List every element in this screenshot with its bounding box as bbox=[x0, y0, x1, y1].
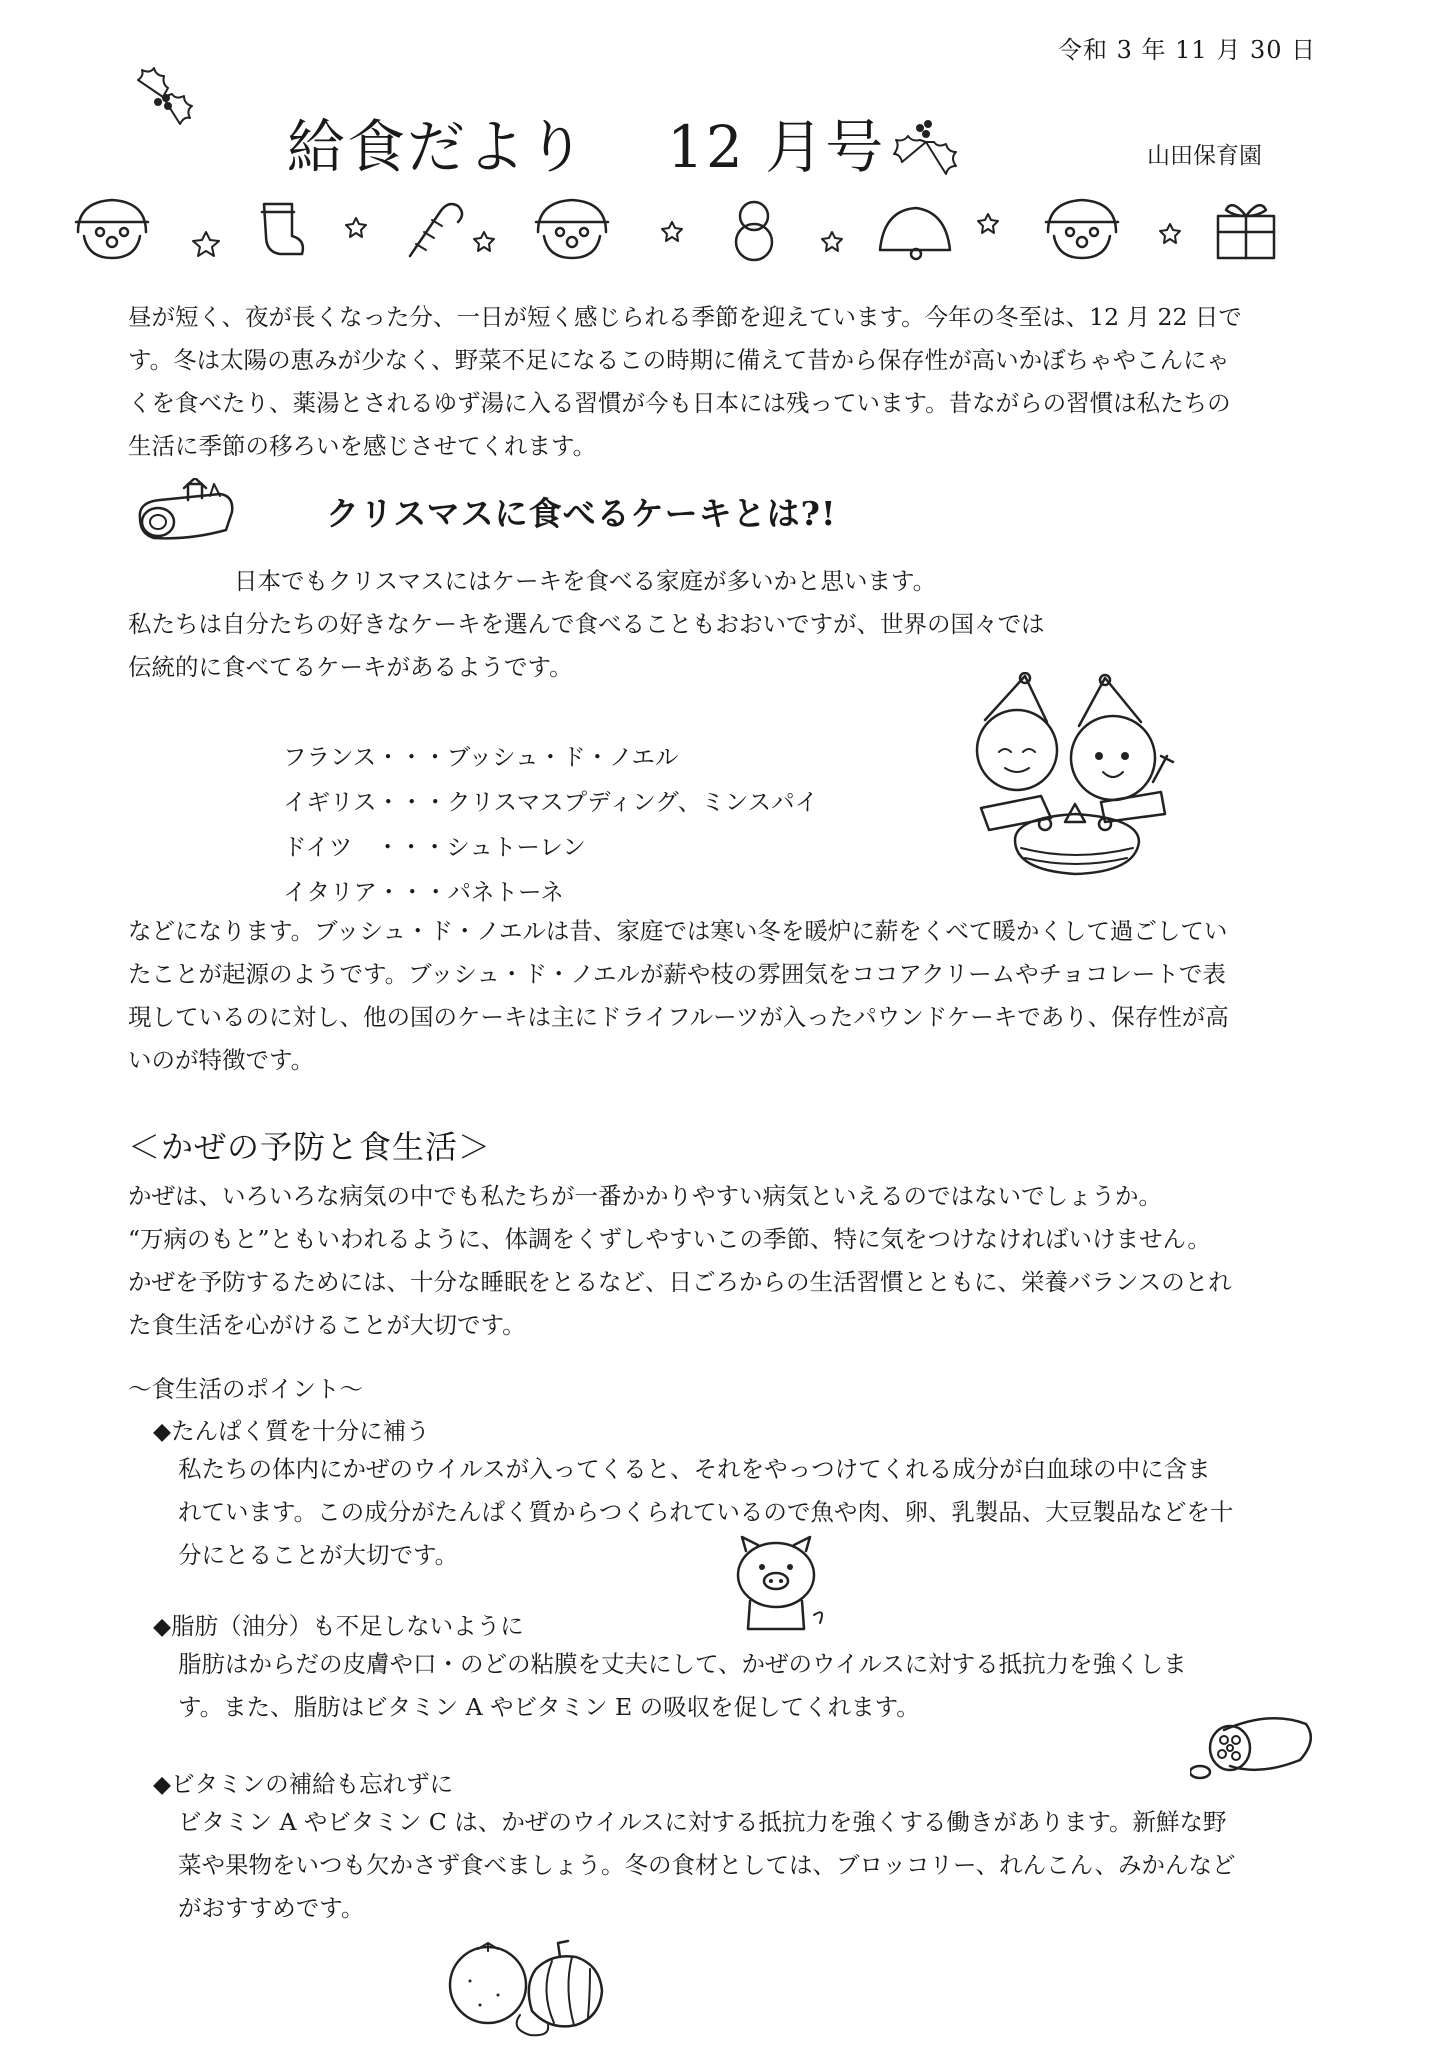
bell-icon bbox=[880, 208, 950, 259]
point-heading-vitamin: ◆ビタミンの補給も忘れずに bbox=[153, 1770, 454, 1798]
star-icon bbox=[822, 232, 842, 251]
lotus-root-illustration bbox=[1190, 1710, 1320, 1790]
star-icon bbox=[346, 218, 366, 237]
cold-section-heading: ＜かぜの予防と食生活＞ bbox=[128, 1128, 492, 1166]
santa-icon bbox=[1046, 200, 1118, 258]
list-item: イタリア・・・パネトーネ bbox=[283, 878, 564, 906]
list-item: フランス・・・ブッシュ・ド・ノエル bbox=[283, 743, 679, 771]
star-icon bbox=[1160, 224, 1180, 243]
title-text: 給食だより bbox=[287, 113, 588, 181]
star-icon bbox=[978, 214, 998, 233]
stocking-icon bbox=[262, 204, 303, 254]
candy-cane-icon bbox=[410, 204, 462, 256]
organization-name: 山田保育園 bbox=[1147, 143, 1262, 169]
cake-intro-paragraph: 日本でもクリスマスにはケーキを食べる家庭が多いかと思います。 私たちは自分たちの好きなケーキを選んで食べることもおおいですが、世界の国々では 伝統的に食べてるケーキがあるようです。 bbox=[128, 567, 1045, 681]
mandarin-and-pumpkin-illustration bbox=[440, 1925, 620, 2040]
newsletter-title bbox=[287, 100, 885, 184]
star-icon bbox=[193, 232, 219, 256]
cake-body-paragraph: などになります。ブッシュ・ド・ノエルは昔、家庭では寒い冬を暖炉に薪をくべて暖かくして過ごしてい たことが起源のようです。ブッシュ・ド・ノエルが薪や枝の雰囲気をココアクリームやチョコレートで表 現しているのに対し、他の国のケーキは主にドライフルーツが入ったパウンドケーキであり、保存性が高 いのが特徴です。 bbox=[128, 917, 1229, 1074]
yule-log-cake-icon bbox=[130, 478, 240, 544]
points-title: ～食生活のポイント～ bbox=[128, 1375, 363, 1403]
point-heading-fat: ◆脂肪（油分）も不足しないように bbox=[153, 1612, 524, 1640]
pig-illustration bbox=[730, 1535, 830, 1635]
children-eating-cake-illustration bbox=[955, 672, 1190, 882]
point-body-fat: 脂肪はからだの皮膚や口・のどの粘膜を丈夫にして、かぜのウイルスに対する抵抗力を強くしま す。また、脂肪はビタミン A やビタミン E の吸収を促してくれます。 bbox=[178, 1650, 1187, 1721]
snowman-icon bbox=[736, 202, 772, 260]
santa-icon bbox=[536, 200, 608, 258]
point-body-protein: 私たちの体内にかぜのウイルスが入ってくると、それをやっつけてくれる成分が白血球の中に含ま れています。この成分がたんぱく質からつくられているので魚や肉、卵、乳製品、大豆製品などを十 分にとることが大切です。 bbox=[178, 1455, 1234, 1569]
point-heading-protein: ◆たんぱく質を十分に補う bbox=[153, 1417, 430, 1445]
gift-box-icon bbox=[1218, 205, 1274, 258]
list-item: ドイツ ・・・シュトーレン bbox=[283, 833, 586, 861]
cold-body-paragraph: かぜは、いろいろな病気の中でも私たちが一番かかりやすい病気といえるのではないでしょうか。 “万病のもと”ともいわれるように、体調をくずしやすいこの季節、特に気をつけなければいけません。 かぜを予防するためには、十分な睡眠をとるなど、日ごろからの生活習慣とともに、栄養バランスのとれ た食生活を心がけることが大切です。 bbox=[128, 1182, 1232, 1339]
decorative-border bbox=[70, 192, 1290, 262]
star-icon bbox=[474, 232, 494, 251]
issue-date: 令和 3 年 11 月 30 日 bbox=[1058, 36, 1317, 64]
issue-number: 12 月号 bbox=[667, 113, 886, 181]
point-body-vitamin: ビタミン A やビタミン C は、かぜのウイルスに対する抵抗力を強くする働きがあります。新鮮な野 菜や果物をいつも欠かさず食べましょう。冬の食材としては、ブロッコリー、れんこん、みかんなど がおすすめです。 bbox=[178, 1808, 1236, 1922]
cake-section-heading: クリスマスに食べるケーキとは?! bbox=[326, 494, 837, 533]
holly-icon bbox=[890, 112, 962, 180]
intro-paragraph: 昼が短く、夜が長くなった分、一日が短く感じられる季節を迎えています。今年の冬至は、12 月 22 日で す。冬は太陽の恵みが少なく、野菜不足になるこの時期に備えて昔から保存性が高いかぼちゃやこんにゃ くを食べたり、薬湯とされるゆず湯に入る習慣が今も日本には残っています。昔ながらの習慣は私たちの 生活に季節の移ろいを感じさせてくれます。 bbox=[128, 303, 1242, 460]
santa-icon bbox=[76, 200, 148, 258]
holly-icon bbox=[128, 62, 198, 132]
star-icon bbox=[662, 222, 682, 241]
country-cake-list bbox=[283, 735, 818, 915]
list-item: イギリス・・・クリスマスプディング、ミンスパイ bbox=[283, 788, 819, 816]
